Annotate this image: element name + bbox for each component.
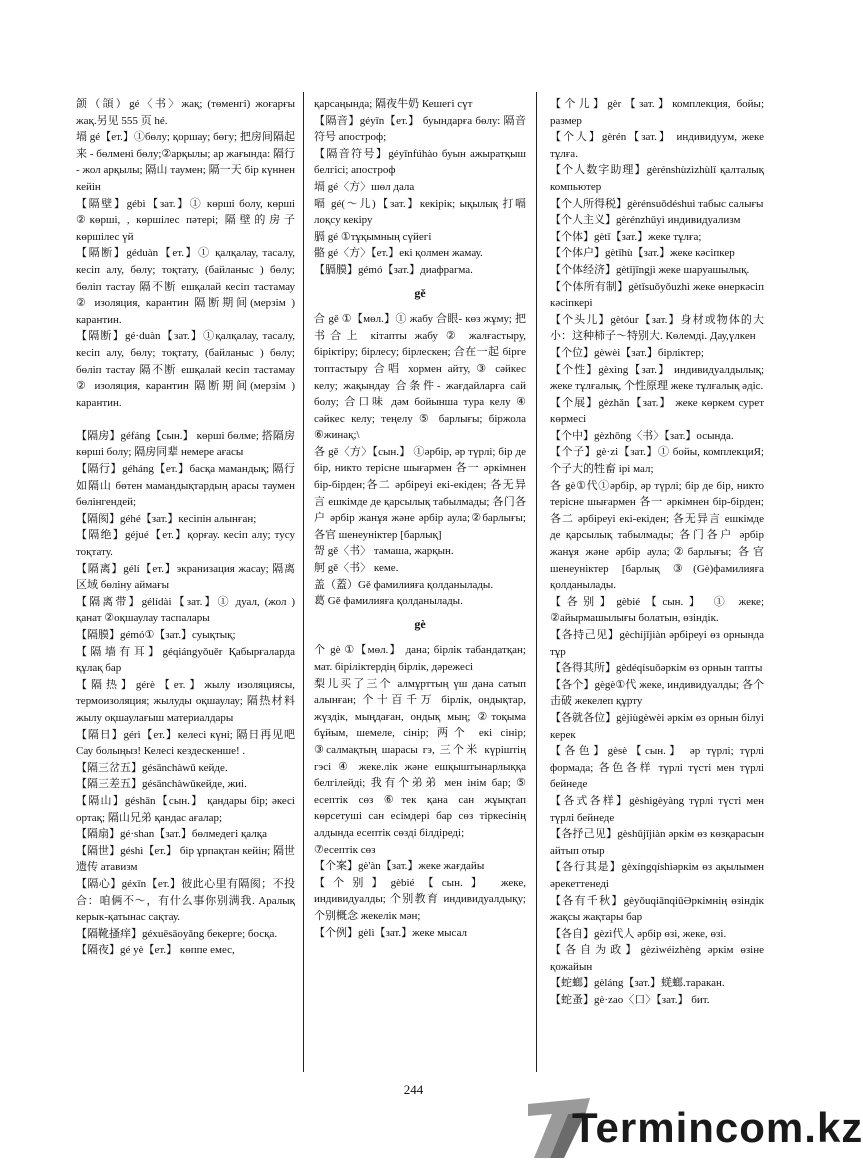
entry: 【隔靴搔痒】géxuēsāoyǎng бекерге; босқа.: [76, 927, 278, 940]
dictionary-column-3: [550, 96, 764, 1009]
entry: 【个儿】gèr【зат.】комплекция, бойы; размер: [550, 98, 764, 127]
entry: 【各别】gèbié【сын.】 ① жеке; ②айырмашылығы болатын, өзіндік.: [550, 595, 764, 625]
entry: 【个体】gètǐ【зат.】жеке тұлға;: [550, 230, 702, 243]
entry: 【各抒己见】gèshūjǐjiàn әркім өз көзқарасын айтып отыр: [550, 828, 764, 857]
entry: 梨儿买了三个 алмұрттың үш дана сатып алынған; 个十百千万 бірлік, ондықтар, жүздік, мыңдаған, ондық мың; ②тоқыма бұйым, шемеле, сінір; 两个 екі сінір; ③салмақтың шарасы гэ, 三个米 күріштің гэсі ④ жеке.лік және ешқыштынарлыққа белгілейді; 我有个弟弟 мен інім бар; ⑤ есептік сөз ⑥тек қана сан жұықтап көрсетуші сан есімдері бар сөз тіркесінің алдында есептік сөзді білдіреді;: [314, 677, 526, 839]
entry: 【隔膜】gémó①【зат.】суықтық;: [76, 629, 236, 641]
section-heading-ge4: gè: [414, 616, 426, 631]
page-number: 244: [403, 1082, 424, 1097]
entry: 【个案】gè'àn【зат.】жеке жағдайы: [314, 860, 485, 873]
entry: 【隔壁】gébì【зат.】① көрші болу, көрші ②көрші, , көршілес пәтері; 隔壁的房子 көршілес үй: [76, 197, 295, 243]
entry: 【各持己见】gèchíjǐjiàn әрбіреуі өз орнында тұр: [550, 629, 764, 658]
entry: 膈 gé ①тұқымның сүйегі: [314, 230, 432, 243]
entry: 各 gě〈方〉【сын.】 ①әрбір, әр түрлі; бір де бір, никто терісне шығармен 各一 әркімнен бір-бірден;各二 әрбіреуі екі-екіден; 各无异言 ешкімде де қарсылық табылмады; 各门各户 әрбір жанұя және әрбір аула;②барлығы; 各官 шенеуніктер [барлық]: [314, 445, 526, 541]
entry: 骼 gé〈方〉【ет.】екі қолмен жамау.: [314, 247, 483, 260]
entry: 【各自为政】gèzìwéizhèng әркім өзіне қожайын: [550, 944, 764, 973]
entry: 舸 gě〈书〉 кеме.: [314, 562, 399, 575]
entry: 各 gè①代①әрбір, әр түрлі; бір де бір, никто терісне шығармен 各一 әркімнен бір-бірден;各二 әрбіреуі екі-екіден; 各无异言 ешкімде де қарсылық табылмады; 各门各户 әрбір жанұя және әрбір аула;②барлығы; 各官 шенеуніктер [барлық ③(Gè)фамилияға қолданылады.: [550, 479, 764, 592]
entry: 【各得其所】gèdéqísuǒәркім өз орнын тапты: [550, 662, 763, 675]
entry: 【个人所得税】gèrénsuǒdéshuì табыс салығы: [550, 197, 764, 210]
column-divider: [536, 92, 537, 1072]
entry: 【隔房】géfáng【сын.】 көрші бөлме; 搭隔房 көрші болу; 隔房同辈 немере ағасы: [76, 429, 295, 459]
entry: 【个人数字助理】gèrénshùzìzhùlǐ қалталық компьютер: [550, 164, 764, 193]
entry: 【个例】gèlì【зат.】жеке мысал: [314, 926, 468, 939]
entry: 【个人】gèrén【зат.】 индивидуум, жеке тұлға.: [550, 131, 764, 160]
blank-line: [76, 411, 295, 428]
entry: 【个头儿】gètóur【зат.】身材或物体的大小：这种柿子～特别大. Көлемді. Дау,үлкен: [550, 313, 764, 343]
termincom-logo: [528, 1096, 863, 1162]
entry: 【各色】gèsè【сын.】 әр түрлі; түрлі формада; 各色各样 түрлі түсті мен түрлі бейнеде: [550, 745, 764, 791]
entry: 【隔离】gélí【ет.】экранизация жасау; 隔离区域 бөліну аймағы: [76, 562, 295, 592]
entry: 【个展】gèzhǎn【зат.】 жеке көркем сурет көрмесі: [550, 396, 764, 426]
entry: 【蛇螂】gèláng【зат.】蜣螂.таракан.: [550, 977, 725, 990]
dictionary-column-1: [76, 96, 295, 959]
entry: 【隔行】géháng【ет.】басқа мамандық; 隔行如隔山 бөтен мамандықтардың арасы таумен бөлінгендей;: [76, 463, 295, 509]
entry: 【隔三差五】gésānchàwǔкейде, жиі.: [76, 778, 247, 791]
entry: 【个体所有制】gètǐsuǒyǒuzhì жеке өнеркәсіп кәсіпкері: [550, 280, 764, 310]
entry: 塥 gé【ет.】①бөлу; қоршау; бөгу; 把房间隔起来 - бөлмені бөлу;②арқылы; ар жағында: 隔行 - жол арқылы; 隔山 таумен; 隔一天 бір күннен кейін: [76, 131, 295, 193]
entry: 【各行其是】gèxíngqíshìәркім өз ақылымен әрекеттенеді: [550, 861, 764, 890]
entry: 【个别】gèbié【сын.】 жеке, индивидуалды; 个别教育 индивидуалдықу; 个别概念 жекелік мән;: [314, 876, 526, 922]
entry: 盖（蓋）Gě фамилияға қолданылады.: [314, 578, 494, 591]
entry: 【隔世】géshì【ет.】 бір ұрпақтан кейін; 隔世遗传 атавизм: [76, 844, 295, 874]
entry: 【隔音】géyīn【ет.】 буындарға бөлу: 隔音符号 апостроф;: [314, 114, 526, 144]
entry: 【各个】gègè①代 жеке, индивидуалды; 各个击破 жекелеп құрту: [550, 678, 764, 708]
entry: 个 gè ①【мөл.】 дана; бірлік табандатқан; мат. біріліктердің бірлік, дәрежесі: [314, 644, 526, 673]
entry: 【隔绝】géjué【ет.】қорғау. кесіп алу; тусу тоқтату.: [76, 529, 295, 559]
entry: 【隔断】gé·duàn【зат.】①қалқалау, тасалу, кесіп алу, бөлу; тоқтату, (байланыс ) бөлу; бөліп тастау 隔不断 ешқалай кесіп тастамау ② изоляция, карантин 隔断期间(мерзім ) карантин.: [76, 330, 295, 409]
entry: 【个位】gèwèi【зат.】бірліктер;: [550, 346, 704, 359]
entry: 【隔墙有耳】géqiángyǒuěr Қабырғаларда құлақ бар: [76, 645, 295, 675]
entry: 【隔心】géxīn【ет.】彼此心里有隔阂；不投合：咱俩不～，有什么事你别满我. Аралық керык-қатынас сақтау.: [76, 877, 295, 924]
entry: 【个中】gèzhōng〈书〉【зат.】осында.: [550, 429, 734, 442]
entry: 【隔阂】géhé【зат.】кесіпін алынған;: [76, 512, 257, 525]
dictionary-column-2: [314, 96, 526, 941]
entry: 【个人主义】gèrénzhǔyì индивидуализм: [550, 214, 741, 227]
column-divider: [303, 92, 304, 1072]
entry: 颌（頜）gé〈书〉жақ; (төменгі) жоғарғы жақ.另见 555 页 hé.: [76, 98, 295, 127]
entry: 【隔离带】gélídài【зат.】① дуал, (жол ) қанат ②оқшаулау таспалары: [76, 595, 295, 625]
entry: 【个体户】gètǐhù【зат.】жеке кәсіпкер: [550, 247, 735, 260]
entry: 【隔热】gérè【ет.】жылу изоляциясы, термоизоляция; жылуды оқшаулау; 隔热材料 жылу оқшаулағыш материалдары: [76, 678, 295, 724]
entry: 【隔山】géshān【сын.】 қандары бір; әкесі ортақ; 隔山兄弟 қандас ағалар;: [76, 794, 295, 824]
entry: 【隔音符号】géyīnfúhào буын ажыратқыш белгісі; апостроф: [314, 147, 526, 177]
entry: 【隔夜】gé yè【ет.】 көппе емес,: [76, 944, 235, 957]
entry: 【个体经济】gètǐjīngjì жеке шаруашылық.: [550, 263, 750, 276]
entry: 【隔断】géduàn【ет.】① қалқалау, тасалу, кесіп алу, бөлу; тоқтату, (байланыс ) бөлу; бөліп тастау 隔不断 ешқалай кесіп тастамау ② изоляция, карантин 隔断期间(мерзім ) карантин.: [76, 247, 295, 326]
entry: қарсаңында; 隔夜牛奶 Кешегі сүт: [314, 98, 473, 110]
entry: 【各有千秋】gèyǒuqiānqiūӘркімнің өзіндік жақсы жақтары бар: [550, 894, 764, 924]
entry: 合 gě ①【мөл.】① жабу 合眼- көз жұму; 把书合上 кітапты жабу ② жалғастыру, біріктіру; бірлесу; бірлескен; 合在一起 бірге топтастыру 合唱 хормен айту, ③ сәйкес келу; жақындау 合条件- жағдайларға сай болу; 合口味 дәм бойынша тура келу ④ сәйкес келу; теңелу ⑤ барлығы; біржола ⑥жинақ;\: [314, 313, 526, 442]
entry: 【各式各样】gèshìgèyàng түрлі түсті мен түрлі бейнеде: [550, 794, 764, 824]
entry: 【隔日】gérì【ет.】келесі күні; 隔日再见吧 Сау болыңыз! Келесі кездескенше! .: [76, 728, 295, 758]
entry: ⑦есептік сөз: [314, 843, 376, 856]
entry: 【个性】gèxìng【зат.】 индивидуалдылық; жеке тұлғалық, 个性原理 жеке тұлғалық әдіс.: [550, 363, 764, 393]
entry: 嗝 gé(～儿)【зат.】кекірік; ықылық 打嗝 лоқсу кекіру: [314, 197, 526, 227]
logo-text: Termincom.kz: [572, 1104, 863, 1151]
entry: 塥 gé〈方〉шөл дала: [314, 180, 415, 193]
entry: 葛 Gě фамилияға қолданылады.: [314, 595, 463, 608]
entry: 【各自】gèzì代人 әрбір өзі, жеке, өзі.: [550, 927, 727, 940]
section-heading-ge3: gě: [414, 285, 426, 300]
entry: 【膈膜】gémó【зат.】диафрагма.: [314, 263, 473, 276]
entry: 【各就各位】gèjiùgèwèi әркім өз орнын білуі керек: [550, 711, 764, 741]
entry: 【蛇蚤】gè·zao〈口〉【зат.】 бит.: [550, 994, 710, 1007]
entry: 【个子】gè·zi【зат.】① бойы, комплекциЯ; 个子大的牲畜 ірі мал;: [550, 446, 764, 476]
entry: 【隔三岔五】gésānchàwǔ кейде.: [76, 761, 228, 774]
entry: 哿 gě〈书〉 тамаша, жарқын.: [314, 545, 454, 558]
entry: 【隔扇】gé·shan【зат.】бөлмедегі қалқа: [76, 828, 268, 841]
